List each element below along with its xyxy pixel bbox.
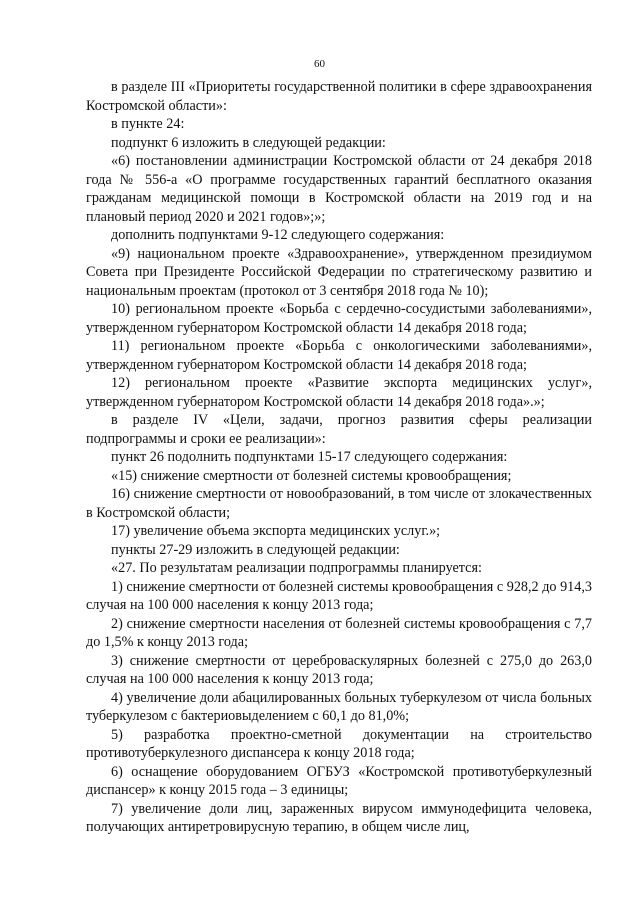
paragraph: «6) постановлении администрации Костромской области от 24 декабря 2018 года № 556-а «О программе государственных гарантий бесплатного оказания гражданам медицинской помощи в Костромской области на 2019 год и на плановый период 2020 и 2021 годов»;»;	[86, 153, 592, 225]
paragraph: 12) региональном проекте «Развитие экспорта медицинских услуг», утвержденном губернатором Костромской области 14 декабря 2018 года».»;	[86, 375, 592, 410]
paragraph: 5) разработка проектно-сметной документации на строительство противотуберкулезного диспансера к концу 2018 года;	[86, 726, 592, 761]
paragraph: в разделе IV «Цели, задачи, прогноз развития сферы реализации подпрограммы и сроки ее реализации»:	[86, 412, 592, 447]
paragraph: 7) увеличение доли лиц, зараженных вирусом иммунодефицита человека, получающих антиретровирусную терапию, в общем числе лиц,	[86, 800, 592, 835]
paragraph: 3) снижение смертности от цереброваскулярных болезней с 275,0 до 263,0 случая на 100 000 населения к концу 2013 года;	[86, 652, 592, 687]
paragraph: «27. По результатам реализации подпрограммы планируется:	[111, 560, 482, 576]
paragraph: 2) снижение смертности населения от болезней системы кровообращения с 7,7 до 1,5% к концу 2013 года;	[86, 615, 592, 650]
paragraph: «9) национальном проекте «Здравоохранение», утвержденном президиумом Совета при Президенте Российской Федерации по стратегическому развитию и национальным проектам (протокол от 3 сентября 2018 года № 10);	[86, 245, 592, 299]
paragraph: дополнить подпунктами 9-12 следующего содержания:	[111, 227, 445, 243]
paragraph: «15) снижение смертности от болезней системы кровообращения;	[111, 467, 512, 484]
paragraph: в пункте 24:	[111, 116, 185, 132]
paragraph: 1) снижение смертности от болезней системы кровообращения с 928,2 до 914,3 случая на 100 000 населения к концу 2013 года;	[86, 578, 592, 613]
document-body	[86, 78, 592, 837]
paragraph: пункт 26 подолнить подпунктами 15-17 следующего содержания:	[111, 449, 508, 465]
paragraph: подпункт 6 изложить в следующей редакции:	[111, 134, 386, 151]
paragraph: 17) увеличение объема экспорта медицинских услуг.»;	[111, 523, 441, 539]
paragraph: 4) увеличение доли абацилированных больных туберкулезом от числа больных туберкулезом с бактериовыделением с 60,1 до 81,0%;	[86, 689, 592, 724]
paragraph: в разделе III «Приоритеты государственной политики в сфере здравоохранения Костромской области»:	[86, 79, 592, 114]
paragraph: пункты 27-29 изложить в следующей редакции:	[111, 541, 400, 558]
paragraph: 16) снижение смертности от новообразований, в том числе от злокачественных в Костромской области;	[86, 486, 592, 521]
paragraph: 6) оснащение оборудованием ОГБУЗ «Костромской противотуберкулезный диспансер» к концу 2015 года – 3 единицы;	[86, 763, 592, 798]
page-number: 60	[314, 58, 325, 70]
paragraph: 11) региональном проекте «Борьба с онкологическими заболеваниями», утвержденном губернатором Костромской области 14 декабря 2018 года;	[86, 338, 592, 373]
paragraph: 10) региональном проекте «Борьба с сердечно-сосудистыми заболеваниями», утвержденном губернатором Костромской области 14 декабря 2018 года;	[86, 301, 592, 336]
